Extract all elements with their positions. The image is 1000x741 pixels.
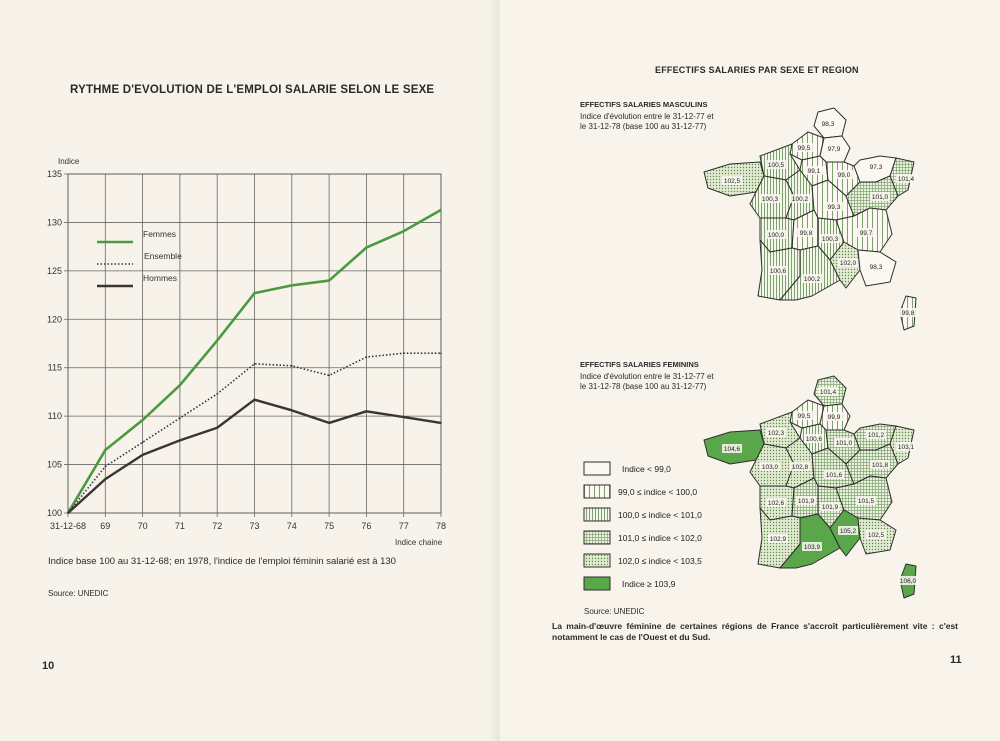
x-tick-label: 71: [174, 521, 185, 531]
region-value-label: 100,0: [767, 232, 785, 239]
female-employment-map: [700, 368, 932, 608]
region-value-label: 105,2: [839, 528, 857, 535]
region-value-label: 100,6: [769, 268, 787, 275]
legend-swatch: [584, 508, 610, 521]
x-axis-label: Indice chaine: [395, 538, 443, 547]
female-map-desc: Indice d'évolution entre le 31-12-77 et le 31-12-78 (base 100 au 31-12-77): [580, 372, 714, 391]
male-map-desc: Indice d'évolution entre le 31-12-77 et le 31-12-78 (base 100 au 31-12-77): [580, 112, 714, 131]
data-point-hommes: [366, 411, 368, 413]
data-point-femmes: [366, 247, 368, 249]
legend-item-label: 101,0 ≤ indice < 102,0: [618, 533, 702, 543]
data-point-femmes: [216, 340, 218, 342]
region-value-label: 99,8: [799, 230, 813, 237]
data-point-femmes: [328, 280, 330, 282]
region-value-label: 98,3: [869, 264, 883, 271]
data-point-ensemble: [216, 393, 218, 395]
x-tick-label: 75: [324, 521, 335, 531]
male-map-title: EFFECTIFS SALARIES MASCULINS: [580, 100, 708, 109]
legend-label-ensemble: Ensemble: [144, 251, 182, 261]
region-value-label: 101,0: [835, 440, 853, 447]
region-value-label: 101,4: [819, 389, 837, 396]
legend-swatch: [584, 462, 610, 475]
region-value-label: 99,8: [901, 310, 915, 317]
data-point-ensemble: [142, 441, 144, 443]
legend-item-label: 99,0 ≤ indice < 100,0: [618, 487, 698, 497]
region-value-label: 99,0: [837, 172, 851, 179]
right-page: [500, 0, 1000, 741]
data-point-ensemble: [179, 417, 181, 419]
x-tick-label: 72: [212, 521, 223, 531]
legend-item-label: 100,0 ≤ indice < 101,0: [618, 510, 702, 520]
map-legend: [582, 458, 722, 598]
region-value-label: 102,9: [769, 536, 787, 543]
data-point-ensemble: [105, 466, 107, 468]
legend-item-label: Indice < 99,0: [622, 464, 671, 474]
chart-title: RYTHME D'EVOLUTION DE L'EMPLOI SALARIE SELON LE SEXE: [70, 84, 435, 96]
x-tick-label: 78: [435, 521, 447, 531]
data-point-femmes: [179, 384, 181, 386]
legend-swatch: [584, 485, 610, 498]
data-point-ensemble: [254, 363, 256, 365]
y-tick-label: 105: [46, 459, 62, 470]
legend-label-hommes: Hommes: [143, 273, 178, 283]
legend-label-femmes: Femmes: [143, 229, 177, 239]
region-value-label: 102,0: [839, 260, 857, 267]
male-employment-map: [700, 100, 932, 350]
y-tick-label: 120: [46, 314, 62, 325]
region-value-label: 101,0: [871, 194, 889, 201]
region-value-label: 101,9: [797, 498, 815, 505]
region-value-label: 101,2: [867, 432, 885, 439]
data-point-hommes: [105, 478, 107, 480]
maps-title: EFFECTIFS SALARIES PAR SEXE ET REGION: [655, 65, 859, 75]
data-point-hommes: [440, 422, 442, 424]
data-point-femmes: [105, 449, 107, 451]
region-value-label: 101,8: [871, 462, 889, 469]
data-point-hommes: [328, 422, 330, 424]
legend-swatch: [584, 554, 610, 567]
region-value-label: 104,6: [723, 446, 741, 453]
x-tick-label: 31-12-68: [49, 521, 87, 531]
region-value-label: 101,4: [897, 176, 915, 183]
chart-source: Source: UNEDIC: [48, 589, 109, 598]
chart-caption: Indice base 100 au 31-12-68; en 1978, l'indice de l'emploi féminin salarié est à 130: [48, 556, 396, 567]
region-value-label: 101,6: [825, 472, 843, 479]
x-tick-label: 70: [137, 521, 148, 531]
data-point-hommes: [403, 416, 405, 418]
region-value-label: 101,9: [821, 504, 839, 511]
y-tick-label: 135: [46, 169, 62, 179]
page-number-left: 10: [42, 660, 55, 672]
region-value-label: 99,3: [827, 204, 841, 211]
y-tick-label: 130: [46, 217, 62, 228]
page-number-right: 11: [950, 654, 962, 666]
region-value-label: 99,5: [797, 413, 811, 420]
region-value-label: 100,5: [767, 162, 785, 169]
data-point-hommes: [216, 427, 218, 429]
legend-item-label: Indice ≥ 103,9: [622, 579, 676, 589]
conclusion-text: La main-d'œuvre féminine de certaines régions de France s'accroît particulièrement vite : c'est notamment le cas de l'Ouest et du Sud.: [552, 621, 958, 642]
data-point-femmes: [142, 419, 144, 421]
data-point-femmes: [403, 230, 405, 232]
maps-source: Source: UNEDIC: [584, 607, 645, 616]
data-point-femmes: [291, 285, 293, 287]
x-tick-label: 76: [361, 521, 372, 531]
legend-swatch: [584, 531, 610, 544]
y-tick-label: 115: [47, 362, 62, 373]
region-value-label: 101,5: [857, 498, 875, 505]
region-value-label: 102,6: [767, 500, 785, 507]
data-point-femmes: [440, 209, 442, 211]
region-value-label: 99,9: [827, 414, 841, 421]
region-value-label: 97,9: [827, 146, 841, 153]
data-point-ensemble: [366, 356, 368, 358]
y-tick-label: 100: [46, 508, 62, 518]
region-value-label: 102,8: [791, 464, 809, 471]
data-point-ensemble: [403, 352, 405, 354]
y-tick-label: 110: [47, 411, 62, 422]
region-value-label: 100,3: [821, 236, 839, 243]
region-value-label: 102,5: [723, 178, 741, 185]
x-tick-label: 74: [286, 521, 297, 531]
region-value-label: 99,5: [797, 145, 811, 152]
data-point-hommes: [179, 440, 181, 442]
data-point-hommes: [142, 454, 144, 456]
y-tick-label: 125: [46, 265, 62, 276]
region-value-label: 102,5: [867, 532, 885, 539]
data-point-femmes: [254, 292, 256, 294]
data-point-hommes: [254, 399, 256, 401]
x-tick-label: 73: [249, 521, 260, 531]
female-map-title: EFFECTIFS SALARIES FEMININS: [580, 360, 699, 369]
region-value-label: 103,1: [897, 444, 915, 451]
region-value-label: 100,3: [761, 196, 779, 203]
region-value-label: 98,3: [821, 121, 835, 128]
data-point-hommes: [291, 410, 293, 412]
region-value-label: 103,0: [761, 464, 779, 471]
region-value-label: 100,2: [791, 196, 809, 203]
line-chart: [0, 150, 490, 550]
region-value-label: 106,0: [899, 578, 917, 585]
data-point-ensemble: [328, 375, 330, 377]
legend-graphic: [582, 458, 722, 598]
region-value-label: 99,1: [807, 168, 821, 175]
x-tick-label: 77: [398, 521, 409, 531]
region-value-label: 99,7: [859, 230, 873, 237]
y-axis-label: Indice: [58, 157, 80, 166]
legend-item-label: 102,0 ≤ indice < 103,5: [618, 556, 702, 566]
x-tick-label: 69: [100, 521, 111, 531]
data-point-hommes: [67, 512, 69, 514]
legend-swatch: [584, 577, 610, 590]
data-point-ensemble: [440, 352, 442, 354]
region-value-label: 97,3: [869, 164, 883, 171]
region-value-label: 102,3: [767, 430, 785, 437]
data-point-ensemble: [291, 365, 293, 367]
region-value-label: 100,6: [805, 436, 823, 443]
region-value-label: 103,9: [803, 544, 821, 551]
region-value-label: 100,2: [803, 276, 821, 283]
